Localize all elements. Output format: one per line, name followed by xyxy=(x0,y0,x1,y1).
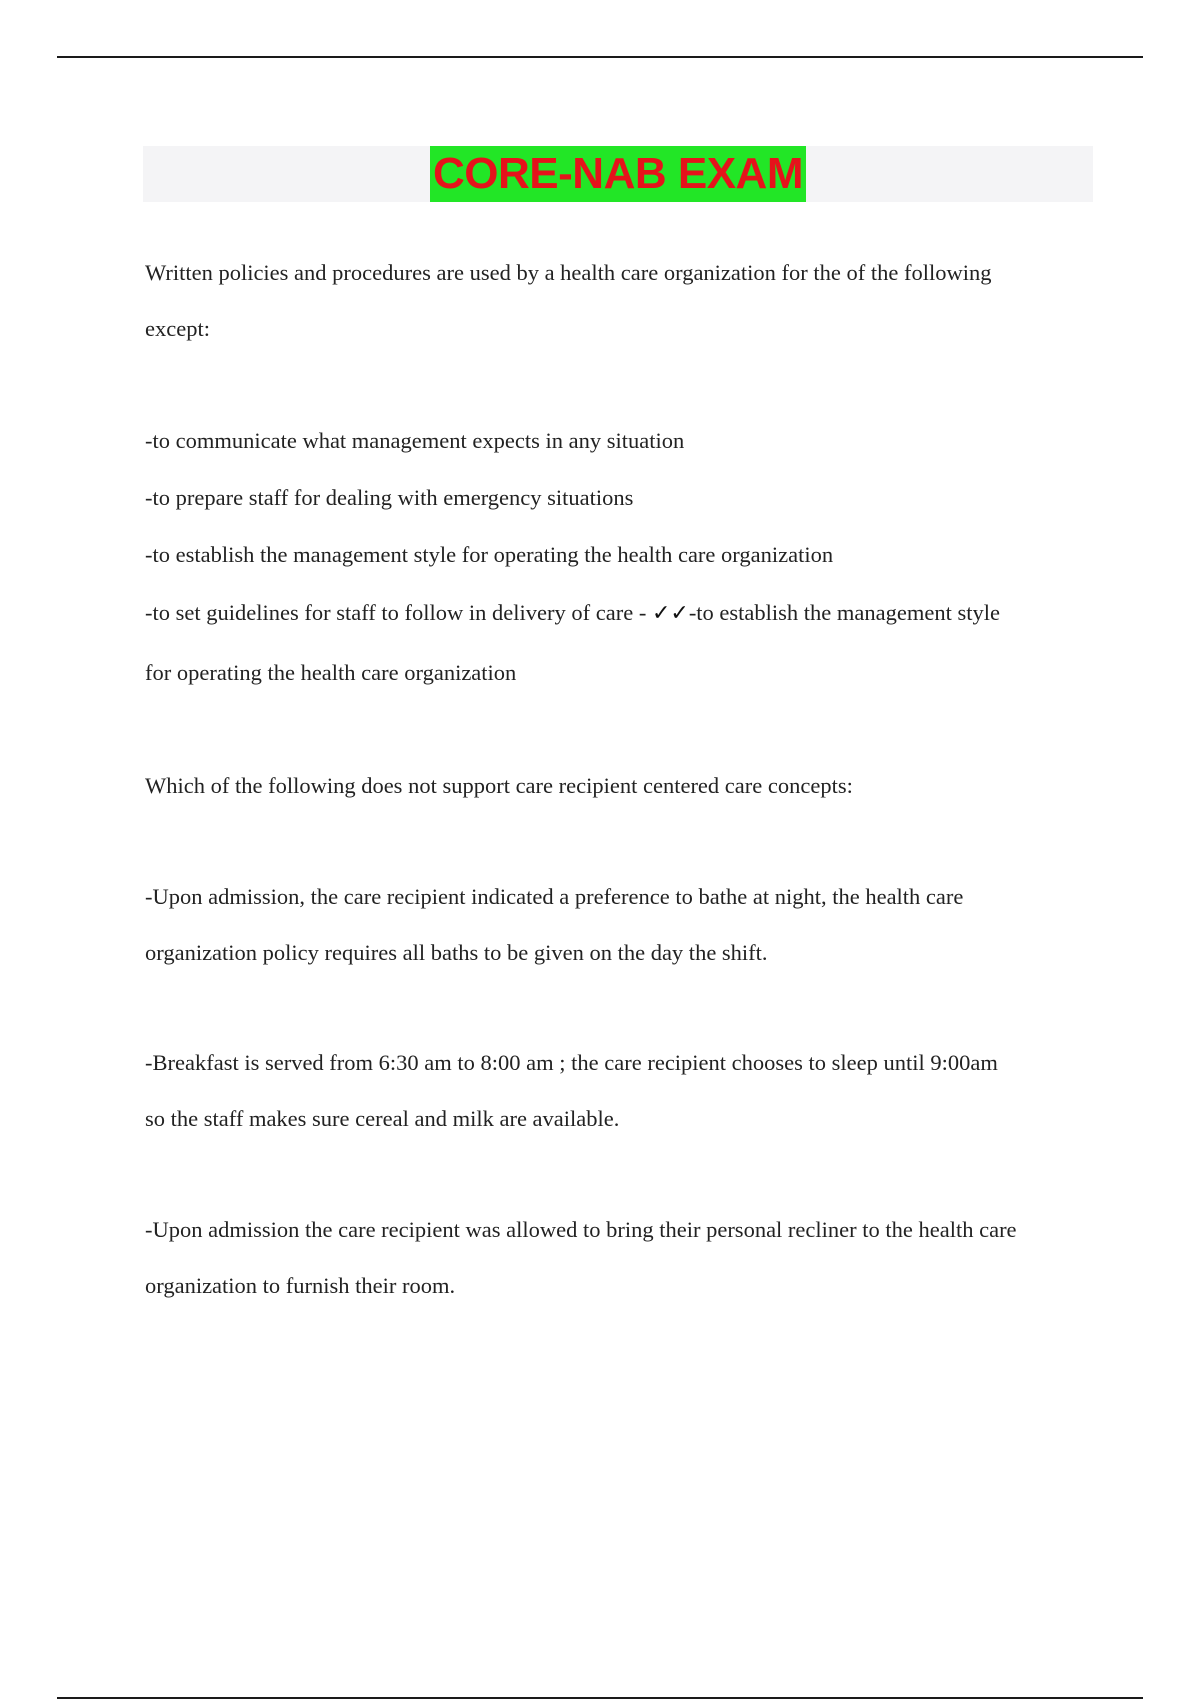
question-1-option-3: -to establish the management style for operating the health care organization xyxy=(145,542,834,567)
question-1-text-line-1: Written policies and procedures are used by a health care organization for the of the following xyxy=(145,260,992,285)
top-rule xyxy=(57,56,1143,58)
question-2-option-1-line-2: organization policy requires all baths to be given on the day the shift. xyxy=(145,940,768,965)
question-2-option-3-line-2: organization to furnish their room. xyxy=(145,1273,456,1298)
question-2-option-1 xyxy=(145,869,1095,981)
question-2-option-3 xyxy=(145,1202,1095,1314)
question-1 xyxy=(145,245,1095,703)
bottom-rule xyxy=(57,1697,1143,1699)
question-1-answer-line-1: -to establish the management style xyxy=(688,600,1000,625)
question-1-text-line-2: except: xyxy=(145,316,210,341)
question-2-option-2 xyxy=(145,1035,1095,1147)
question-1-option-2: -to prepare staff for dealing with emergency situations xyxy=(145,485,634,510)
question-1-option-1: -to communicate what management expects in any situation xyxy=(145,428,685,453)
title-band xyxy=(143,146,1093,202)
question-2-option-1-line-1: -Upon admission, the care recipient indicated a preference to bathe at night, the health care xyxy=(145,884,964,909)
checkmark-icon: ✓✓ xyxy=(651,601,689,626)
question-2-text-line-1: Which of the following does not support care recipient centered care concepts: xyxy=(145,773,853,798)
question-2-option-2-line-2: so the staff makes sure cereal and milk are available. xyxy=(145,1106,620,1131)
question-2-option-2-line-1: -Breakfast is served from 6:30 am to 8:00 am ; the care recipient chooses to sleep until 9:00am xyxy=(145,1050,998,1075)
question-1-option-4 xyxy=(145,583,1095,643)
question-2 xyxy=(145,758,1095,1314)
question-1-answer-line-2: for operating the health care organization xyxy=(145,660,517,685)
question-2-option-3-line-1: -Upon admission the care recipient was allowed to bring their personal recliner to the health care xyxy=(145,1217,1017,1242)
question-1-option-4-text: -to set guidelines for staff to follow in delivery of care - xyxy=(145,600,652,625)
document-body xyxy=(145,245,1095,1314)
document-title: CORE-NAB EXAM xyxy=(430,146,806,202)
